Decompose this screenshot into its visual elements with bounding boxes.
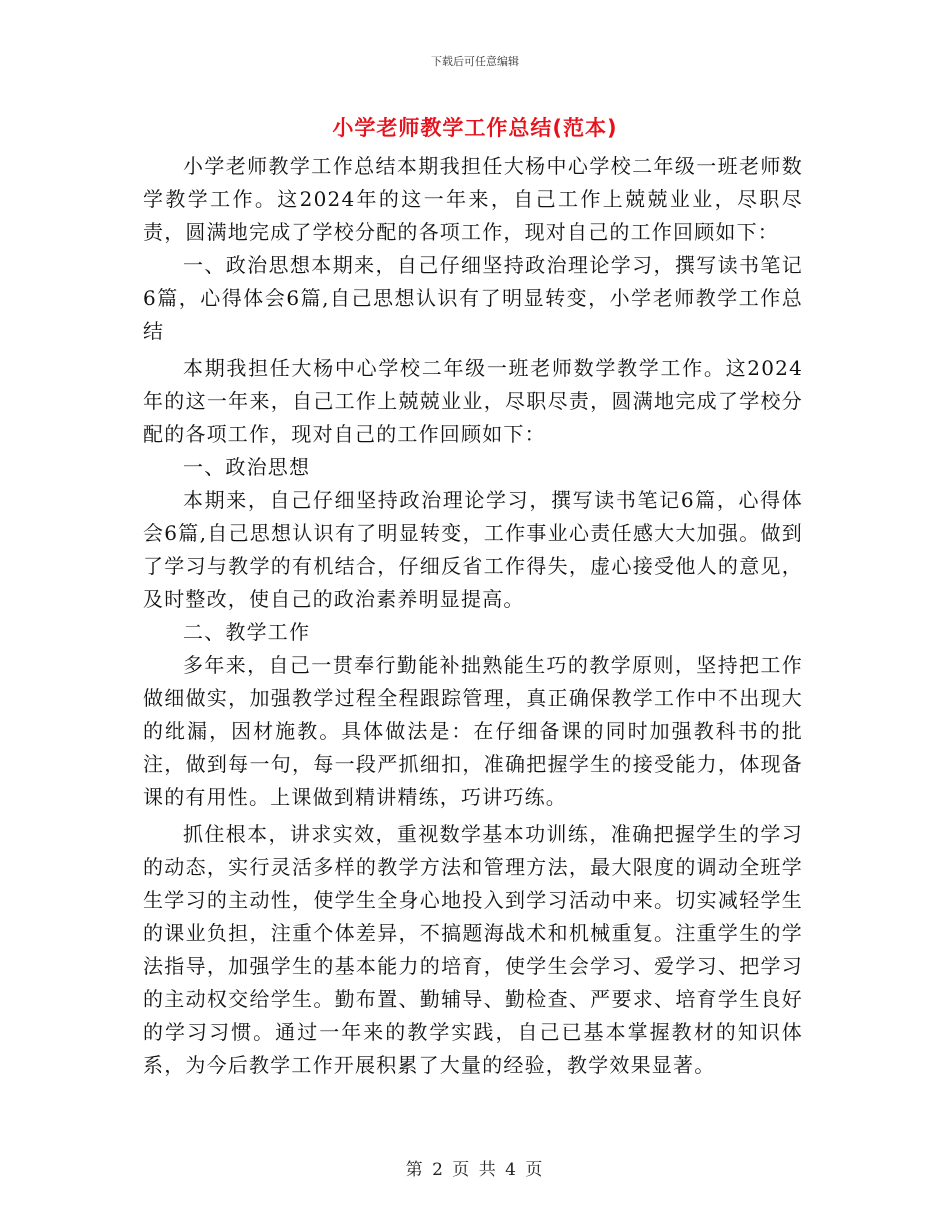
- section-heading-politics: 一、政治思想: [183, 455, 311, 479]
- paragraph-politics-summary: 一、政治思想本期来，自己仔细坚持政治理论学习，撰写读书笔记6篇，心得体会6篇,自己思想认识有了明显转变，小学老师教学工作总结: [143, 253, 803, 343]
- page-number-footer: 第 2 页 共 4 页: [405, 1160, 545, 1180]
- document-body: [143, 150, 803, 1082]
- paragraph-assignment: 本期我担任大杨中心学校二年级一班老师数学教学工作。这2024年的这一年来，自己工作上兢兢业业，尽职尽责，圆满地完成了学校分配的各项工作，现对自己的工作回顾如下：: [143, 356, 803, 446]
- paragraph-politics: 本期来，自己仔细坚持政治理论学习，撰写读书笔记6篇，心得体会6篇,自己思想认识有了明显转变，工作事业心责任感大大加强。做到了学习与教学的有机结合，仔细反省工作得失，虚心接受他人的意见，及时整改，使自己的政治素养明显提高。: [143, 488, 803, 611]
- paragraph-teaching-practice: 抓住根本，讲求实效，重视数学基本功训练，准确把握学生的学习的动态，实行灵活多样的教学方法和管理方法，最大限度的调动全班学生学习的主动性，使学生全身心地投入到学习活动中来。切实减轻学生的课业负担，注重个体差异，不搞题海战术和机械重复。注重学生的学法指导，加强学生的基本能力的培育，使学生会学习、爱学习、把学习的主动权交给学生。勤布置、勤辅导、勤检查、严要求、培育学生良好的学习习惯。通过一年来的教学实践，自己已基本掌握教材的知识体系，为今后教学工作开展积累了大量的经验，教学效果显著。: [143, 822, 803, 1077]
- section-heading-teaching: 二、教学工作: [183, 620, 311, 644]
- paragraph-intro: 小学老师教学工作总结本期我担任大杨中心学校二年级一班老师数学教学工作。这2024年的这一年来，自己工作上兢兢业业，尽职尽责，圆满地完成了学校分配的各项工作，现对自己的工作回顾如下：: [143, 154, 803, 244]
- paragraph-teaching-method: 多年来，自己一贯奉行勤能补拙熟能生巧的教学原则，坚持把工作做细做实，加强教学过程全程跟踪管理，真正确保教学工作中不出现大的纰漏，因材施教。具体做法是：在仔细备课的同时加强教科书的批注，做到每一句，每一段严抓细扣，准确把握学生的接受能力，体现备课的有用性。上课做到精讲精练，巧讲巧练。: [143, 653, 803, 809]
- document-title: 小学老师教学工作总结(范本): [332, 116, 618, 140]
- header-note: 下载后可任意编辑: [431, 55, 519, 68]
